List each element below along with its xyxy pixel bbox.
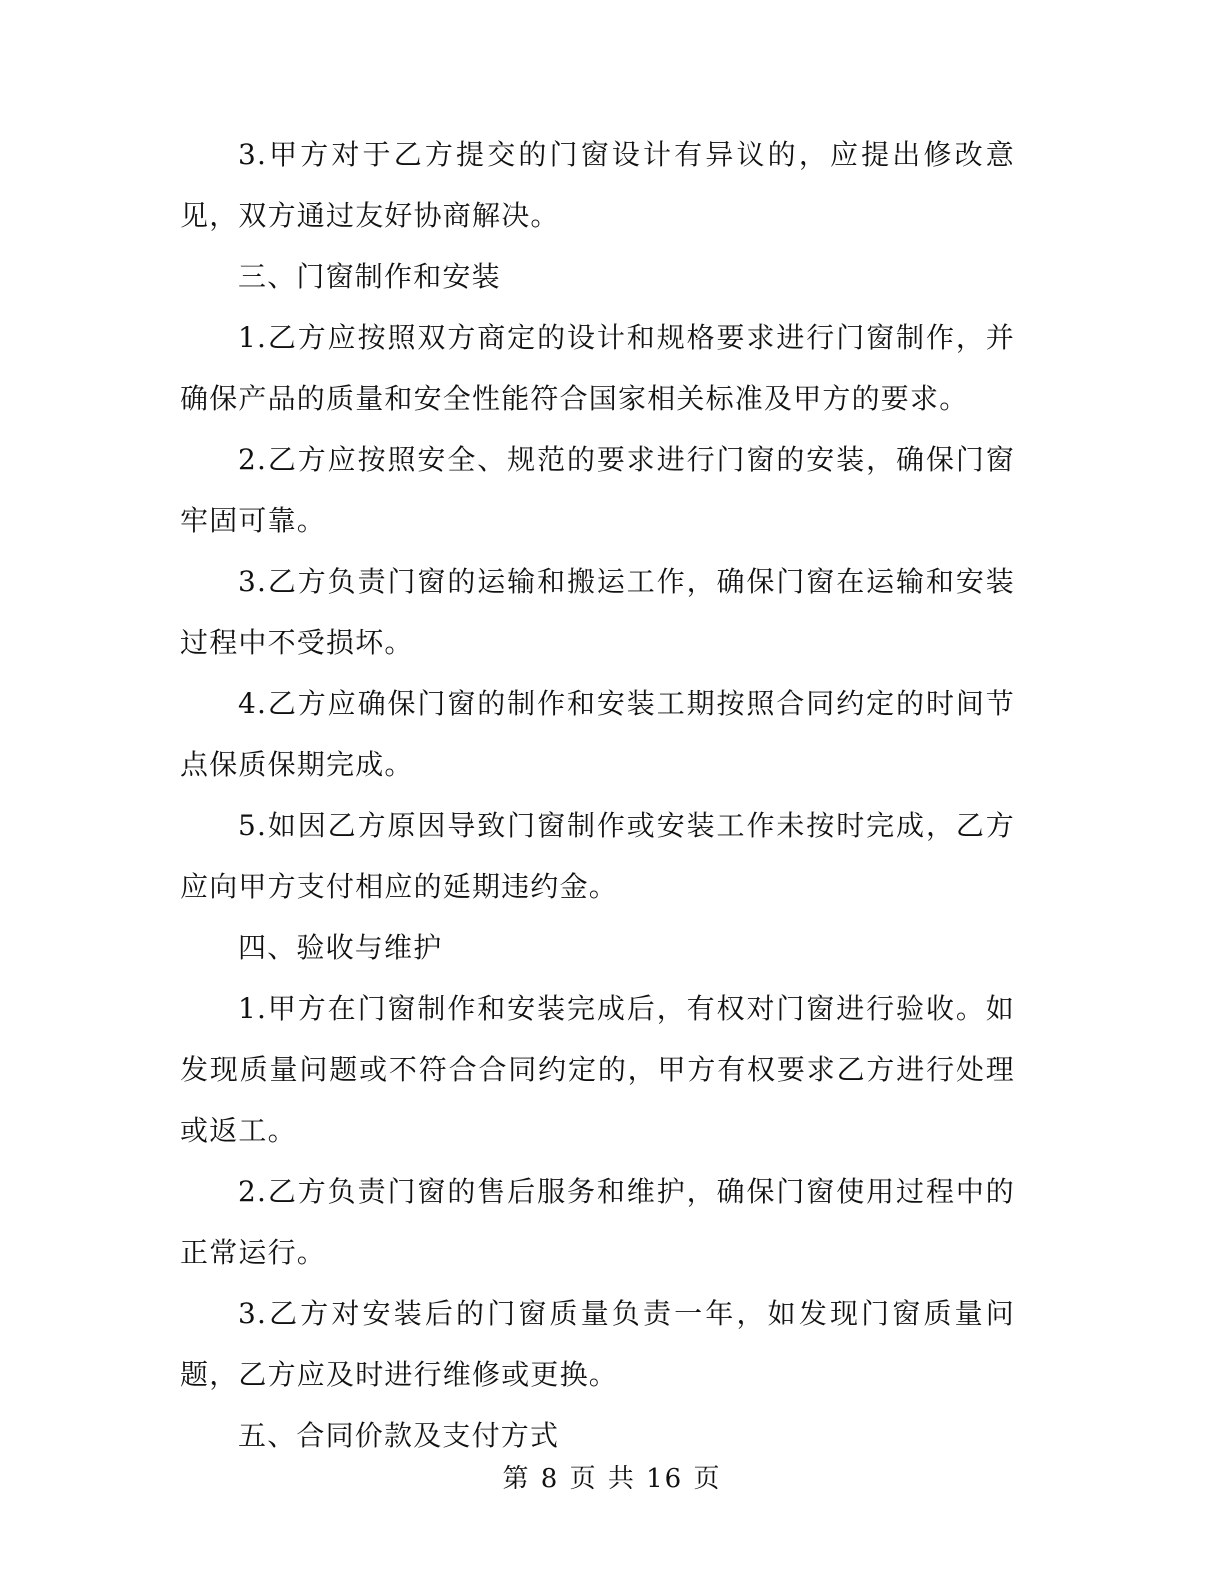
section-heading-manufacture-install: 三、门窗制作和安装 <box>238 260 501 293</box>
paragraph-warranty: 3.乙方对安装后的门窗质量负责一年，如发现门窗质量问题，乙方应及时进行维修或更换。 <box>180 1297 1015 1391</box>
paragraph-transport: 3.乙方负责门窗的运输和搬运工作，确保门窗在运输和安装过程中不受损坏。 <box>180 565 1015 659</box>
page-number-footer: 第 8 页 共 16 页 <box>502 1464 722 1494</box>
paragraph-delay-penalty: 5.如因乙方原因导致门窗制作或安装工作未按时完成，乙方应向甲方支付相应的延期违约金。 <box>180 809 1015 903</box>
document-body <box>180 124 1015 1466</box>
paragraph-acceptance: 1.甲方在门窗制作和安装完成后，有权对门窗进行验收。如发现质量问题或不符合合同约定的，甲方有权要求乙方进行处理或返工。 <box>180 992 1015 1147</box>
section-heading-acceptance-maintenance: 四、验收与维护 <box>238 931 443 964</box>
paragraph-after-sales: 2.乙方负责门窗的售后服务和维护，确保门窗使用过程中的正常运行。 <box>180 1175 1015 1269</box>
paragraph-manufacture-spec: 1.乙方应按照双方商定的设计和规格要求进行门窗制作，并确保产品的质量和安全性能符合国家相关标准及甲方的要求。 <box>180 321 1015 415</box>
paragraph-install-safety: 2.乙方应按照安全、规范的要求进行门窗的安装，确保门窗牢固可靠。 <box>180 443 1015 537</box>
paragraph-schedule: 4.乙方应确保门窗的制作和安装工期按照合同约定的时间节点保质保期完成。 <box>180 687 1015 781</box>
paragraph-design-objection: 3.甲方对于乙方提交的门窗设计有异议的，应提出修改意见，双方通过友好协商解决。 <box>180 138 1015 232</box>
section-heading-price-payment: 五、合同价款及支付方式 <box>238 1419 560 1452</box>
